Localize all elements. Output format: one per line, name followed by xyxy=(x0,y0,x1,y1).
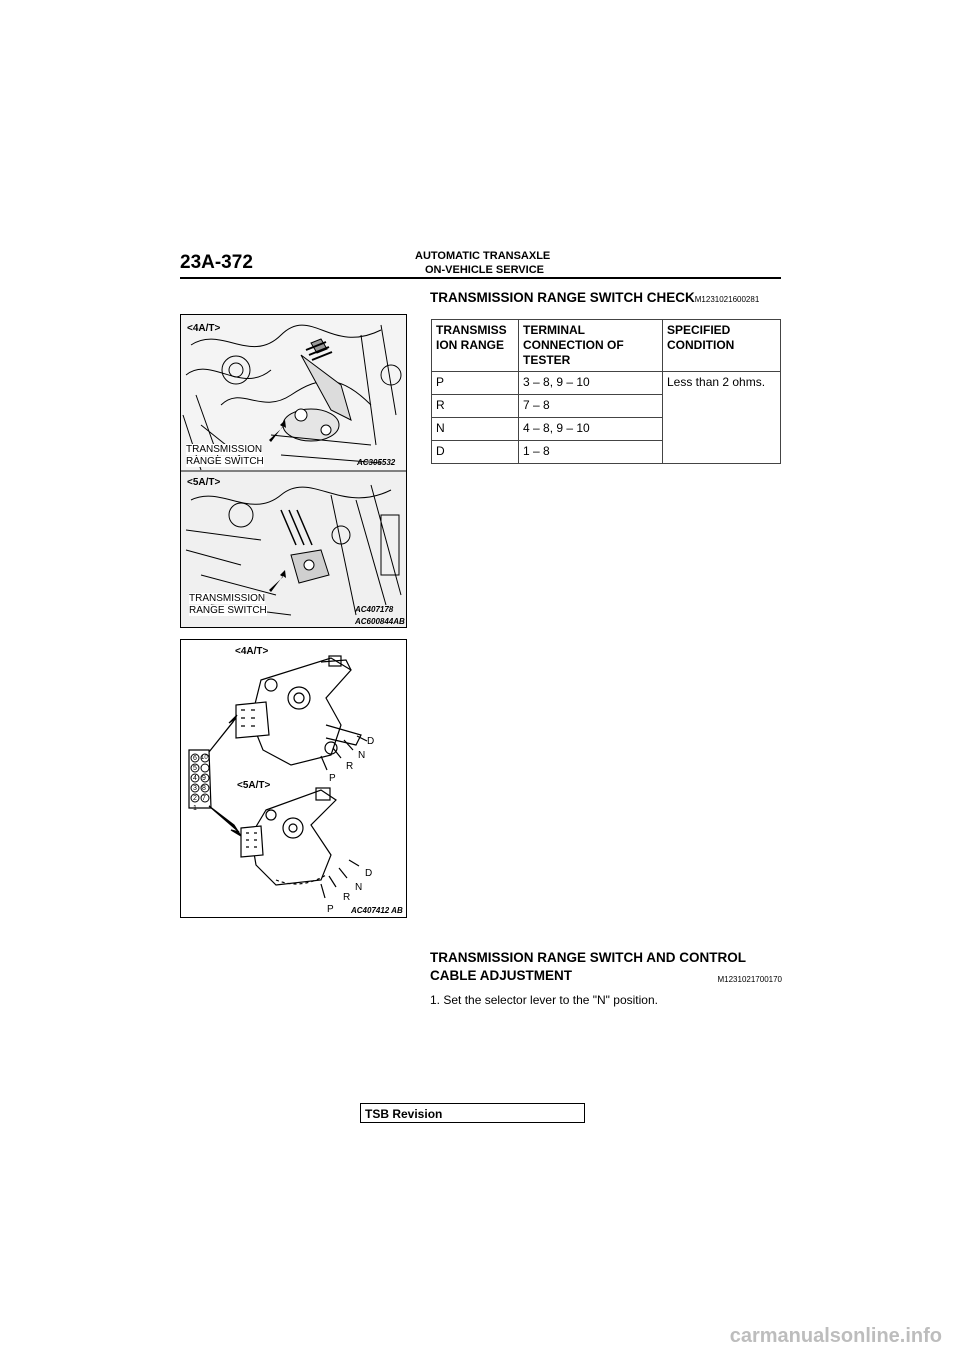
switch-diagram xyxy=(181,640,406,917)
cell-terminal: 1 – 8 xyxy=(519,441,663,464)
connector-pin-3: 3 xyxy=(193,785,197,792)
fig1-tag-4at: <4A/T> xyxy=(187,323,221,334)
fig1-figure-code: AC600844AB xyxy=(355,617,405,626)
watermark: carmanualsonline.info xyxy=(729,1325,942,1347)
cell-range: P xyxy=(432,372,519,395)
fig1-label-top-2: RANGE SWITCH xyxy=(186,456,264,467)
fig2-pos-p-bottom: P xyxy=(327,904,334,915)
cell-terminal: 7 – 8 xyxy=(519,395,663,418)
section-heading-adjustment xyxy=(430,949,782,989)
fig1-label-bottom-2: RANGE SWITCH xyxy=(189,605,267,616)
col-header-terminal: TERMINAL CONNECTION OF TESTER xyxy=(519,320,663,372)
fig2-figure-code: AC407412 AB xyxy=(351,906,403,915)
section1-title: TRANSMISSION RANGE SWITCH CHECK xyxy=(430,290,695,305)
table-header-row xyxy=(432,320,781,372)
header-title: AUTOMATIC TRANSAXLE xyxy=(415,250,551,262)
col-header-range: TRANSMISS ION RANGE xyxy=(432,320,519,372)
connector-pin-10: 10 xyxy=(201,755,208,761)
page-number: 23A-372 xyxy=(180,252,253,273)
fig1-label-top-1: TRANSMISSION xyxy=(186,444,263,455)
cell-range: D xyxy=(432,441,519,464)
fig2-pos-n-bottom: N xyxy=(355,882,363,893)
section2-title: TRANSMISSION RANGE SWITCH AND CONTROL CABLE ADJUSTMENT xyxy=(430,950,746,983)
connector-pin-5: 5 xyxy=(193,765,197,772)
connector-pin-7: 7 xyxy=(202,795,206,802)
fig2-tag-4at: <4A/T> xyxy=(235,646,269,657)
cell-range: R xyxy=(432,395,519,418)
fig1-code-bottom: AC407178 xyxy=(355,605,394,614)
section1-code: M1231021600281 xyxy=(694,295,760,304)
fig1-code-top: AC305532 xyxy=(357,458,396,467)
fig2-tag-5at: <5A/T> xyxy=(237,780,271,791)
cell-range: N xyxy=(432,418,519,441)
section2-code: M1231021700170 xyxy=(717,975,782,984)
connector-pin-6: 6 xyxy=(193,755,197,762)
fig2-pos-r-top: R xyxy=(346,761,354,772)
procedure-step-1: 1. Set the selector lever to the "N" position. xyxy=(430,993,658,1007)
spec-table xyxy=(431,319,781,464)
fig2-pos-d-top: D xyxy=(367,736,375,747)
cell-terminal: 4 – 8, 9 – 10 xyxy=(519,418,663,441)
figure-switch-location xyxy=(180,314,407,628)
header-subtitle: ON-VEHICLE SERVICE xyxy=(425,264,544,276)
connector-pin-4: 4 xyxy=(193,775,197,782)
fig2-pos-d-bottom: D xyxy=(365,868,373,879)
cell-terminal: 3 – 8, 9 – 10 xyxy=(519,372,663,395)
cell-condition: Less than 2 ohms. xyxy=(663,372,781,464)
fig2-pos-r-bottom: R xyxy=(343,892,351,903)
fig1-label-bottom-1: TRANSMISSION xyxy=(189,593,266,604)
tsb-revision-box: TSB Revision xyxy=(360,1103,585,1123)
connector-pin-1: 1 xyxy=(193,805,197,812)
header-rule xyxy=(180,277,781,279)
fig2-pos-n-top: N xyxy=(358,750,366,761)
figure-switch-positions xyxy=(180,639,407,918)
section-heading-check xyxy=(430,289,782,309)
fig1-tag-5at: <5A/T> xyxy=(187,477,221,488)
connector-pin-9: 9 xyxy=(202,775,206,782)
engine-bay-illustration xyxy=(181,315,406,627)
connector-pin-2: 2 xyxy=(193,795,197,802)
table-row xyxy=(432,372,781,395)
col-header-condition: SPECIFIED CONDITION xyxy=(663,320,781,372)
connector-pin-8: 8 xyxy=(202,785,206,792)
fig2-pos-p-top: P xyxy=(329,773,336,784)
